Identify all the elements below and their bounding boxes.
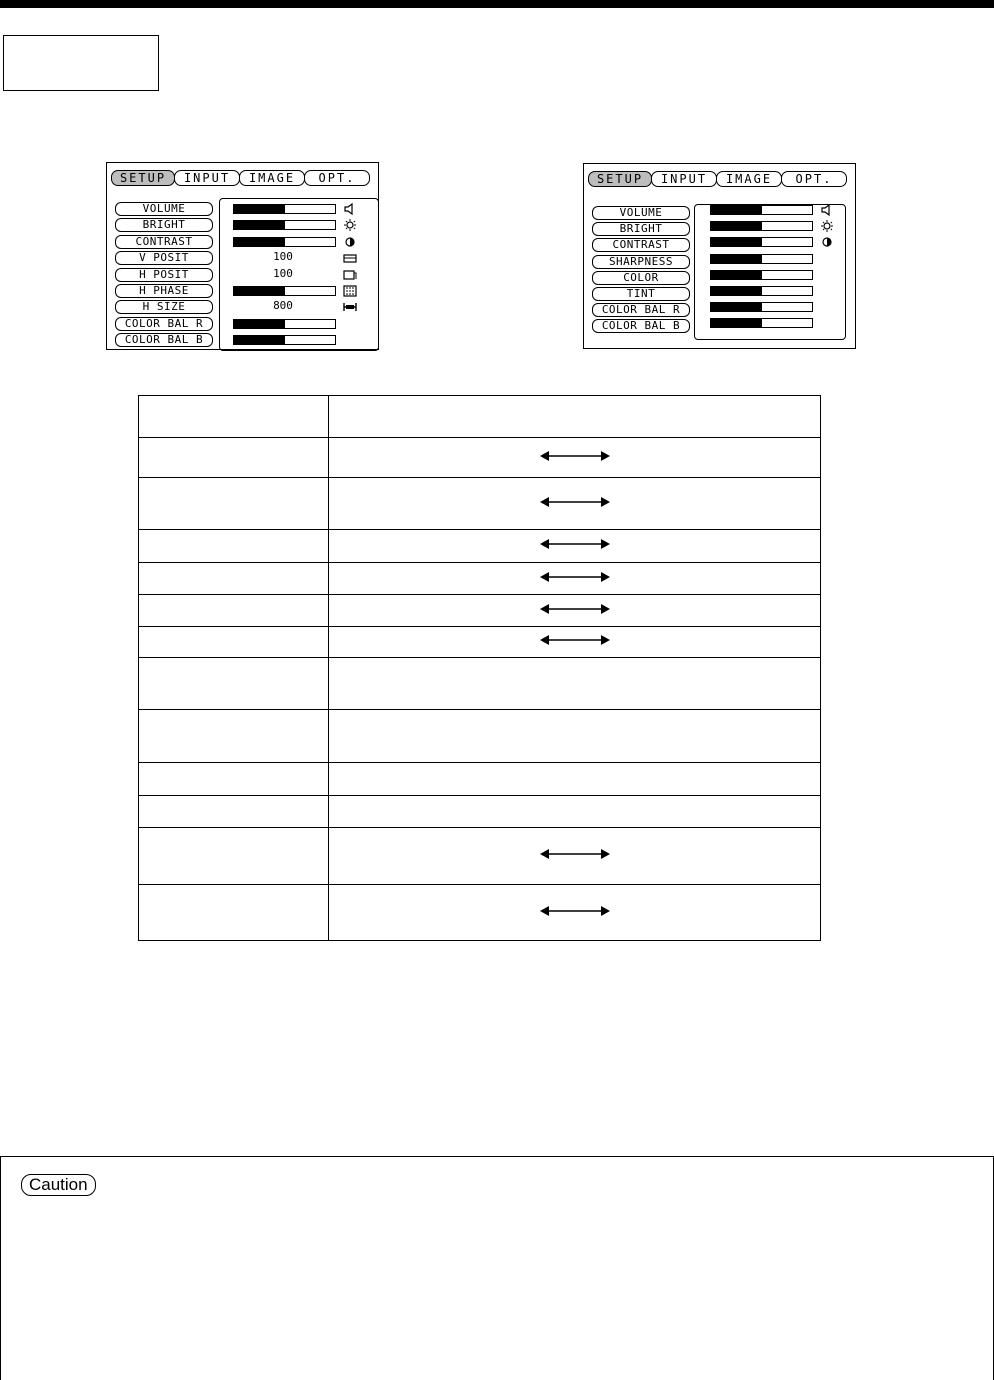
level-bar-fill <box>711 222 762 230</box>
description-cell <box>329 396 821 438</box>
level-bar-fill <box>711 238 762 246</box>
menu-item-label[interactable]: VOLUME <box>115 202 213 216</box>
item-cell <box>139 796 329 828</box>
menu-item-label[interactable]: H PHASE <box>115 284 213 298</box>
menu-item-label[interactable]: CONTRAST <box>115 235 213 249</box>
item-cell <box>139 563 329 595</box>
setting-value: 100 <box>273 267 293 280</box>
description-cell <box>329 627 821 658</box>
contrast-icon <box>343 236 357 248</box>
level-bar[interactable] <box>233 204 336 214</box>
osd-menu-rgb <box>106 162 379 350</box>
table-row <box>139 438 821 478</box>
double-arrow-icon <box>540 904 610 916</box>
level-bar-fill <box>711 271 762 279</box>
menu-item-label[interactable]: TINT <box>592 287 690 301</box>
level-bar[interactable] <box>233 237 336 247</box>
menu-item-label[interactable]: CONTRAST <box>592 238 690 252</box>
sun-icon <box>343 219 357 231</box>
description-cell <box>329 828 821 885</box>
double-arrow-icon <box>540 495 610 507</box>
item-cell <box>139 396 329 438</box>
description-cell <box>329 885 821 941</box>
description-cell <box>329 658 821 710</box>
item-cell <box>139 710 329 763</box>
menu-item-label[interactable]: COLOR BAL B <box>115 333 213 347</box>
double-arrow-icon <box>540 449 610 461</box>
tab-input[interactable]: INPUT <box>174 170 240 186</box>
item-cell <box>139 478 329 530</box>
caution-label: Caution <box>21 1174 96 1196</box>
menu-item-label[interactable]: BRIGHT <box>592 222 690 236</box>
table-row <box>139 627 821 658</box>
table-row <box>139 595 821 627</box>
menu-item-label[interactable]: H SIZE <box>115 300 213 314</box>
description-cell <box>329 595 821 627</box>
level-bar-fill <box>234 238 285 246</box>
level-bar-fill <box>711 319 762 327</box>
menu-item-label[interactable]: BRIGHT <box>115 218 213 232</box>
level-bar[interactable] <box>710 286 813 296</box>
menu-item-label[interactable]: SHARPNESS <box>592 255 690 269</box>
tab-input[interactable]: INPUT <box>651 171 717 187</box>
item-cell <box>139 885 329 941</box>
table-row <box>139 563 821 595</box>
level-bar[interactable] <box>233 286 336 296</box>
top-rule <box>0 0 994 8</box>
contrast-icon <box>820 236 834 248</box>
description-cell <box>329 763 821 796</box>
vertical-position-icon <box>343 252 357 264</box>
level-bar-fill <box>711 255 762 263</box>
level-bar[interactable] <box>710 237 813 247</box>
level-bar[interactable] <box>710 221 813 231</box>
description-cell <box>329 563 821 595</box>
level-bar-fill <box>234 205 285 213</box>
level-bar[interactable] <box>710 270 813 280</box>
description-cell <box>329 796 821 828</box>
description-cell <box>329 530 821 563</box>
item-cell <box>139 438 329 478</box>
table-row <box>139 530 821 563</box>
settings-table <box>138 395 821 941</box>
tab-image[interactable]: IMAGE <box>239 170 305 186</box>
menu-item-label[interactable]: H POSIT <box>115 268 213 282</box>
level-bar[interactable] <box>233 319 336 329</box>
horizontal-position-icon <box>343 269 357 281</box>
level-bar[interactable] <box>710 318 813 328</box>
tab-opt[interactable]: OPT. <box>781 171 847 187</box>
item-cell <box>139 658 329 710</box>
size-icon <box>343 301 357 313</box>
table-row <box>139 710 821 763</box>
tab-setup[interactable]: SETUP <box>588 171 652 187</box>
section-title-box <box>3 35 159 91</box>
double-arrow-icon <box>540 633 610 645</box>
table-row <box>139 763 821 796</box>
description-cell <box>329 478 821 530</box>
level-bar[interactable] <box>710 205 813 215</box>
table-row <box>139 396 821 438</box>
menu-tabs <box>111 170 369 186</box>
item-cell <box>139 627 329 658</box>
level-bar-fill <box>711 287 762 295</box>
tab-setup[interactable]: SETUP <box>111 170 175 186</box>
double-arrow-icon <box>540 847 610 859</box>
item-cell <box>139 595 329 627</box>
menu-item-label[interactable]: COLOR BAL R <box>115 317 213 331</box>
sun-icon <box>820 220 834 232</box>
double-arrow-icon <box>540 570 610 582</box>
osd-menu-video <box>583 163 856 349</box>
tab-image[interactable]: IMAGE <box>716 171 782 187</box>
menu-item-label[interactable]: VOLUME <box>592 206 690 220</box>
menu-item-label[interactable]: COLOR <box>592 271 690 285</box>
double-arrow-icon <box>540 602 610 614</box>
level-bar-fill <box>234 221 285 229</box>
level-bar-fill <box>711 206 762 214</box>
menu-item-label[interactable]: COLOR BAL B <box>592 319 690 333</box>
phase-icon <box>343 285 357 297</box>
item-cell <box>139 828 329 885</box>
level-bar-fill <box>234 320 285 328</box>
setting-value: 800 <box>273 299 293 312</box>
tab-opt[interactable]: OPT. <box>304 170 370 186</box>
level-bar[interactable] <box>710 254 813 264</box>
description-cell <box>329 438 821 478</box>
menu-item-label[interactable]: COLOR BAL R <box>592 303 690 317</box>
description-cell <box>329 710 821 763</box>
setting-value: 100 <box>273 250 293 263</box>
level-bar-fill <box>234 287 285 295</box>
level-bar[interactable] <box>233 220 336 230</box>
speaker-icon <box>820 204 834 216</box>
double-arrow-icon <box>540 537 610 549</box>
table-row <box>139 885 821 941</box>
caution-box <box>0 1156 994 1380</box>
speaker-icon <box>343 203 357 215</box>
table-row <box>139 478 821 530</box>
menu-item-label[interactable]: V POSIT <box>115 251 213 265</box>
menu-tabs <box>588 171 846 187</box>
level-bar-fill <box>234 336 285 344</box>
level-bar-fill <box>711 303 762 311</box>
table-row <box>139 828 821 885</box>
item-cell <box>139 763 329 796</box>
table-row <box>139 658 821 710</box>
level-bar[interactable] <box>233 335 336 345</box>
level-bar[interactable] <box>710 302 813 312</box>
item-cell <box>139 530 329 563</box>
table-row <box>139 796 821 828</box>
